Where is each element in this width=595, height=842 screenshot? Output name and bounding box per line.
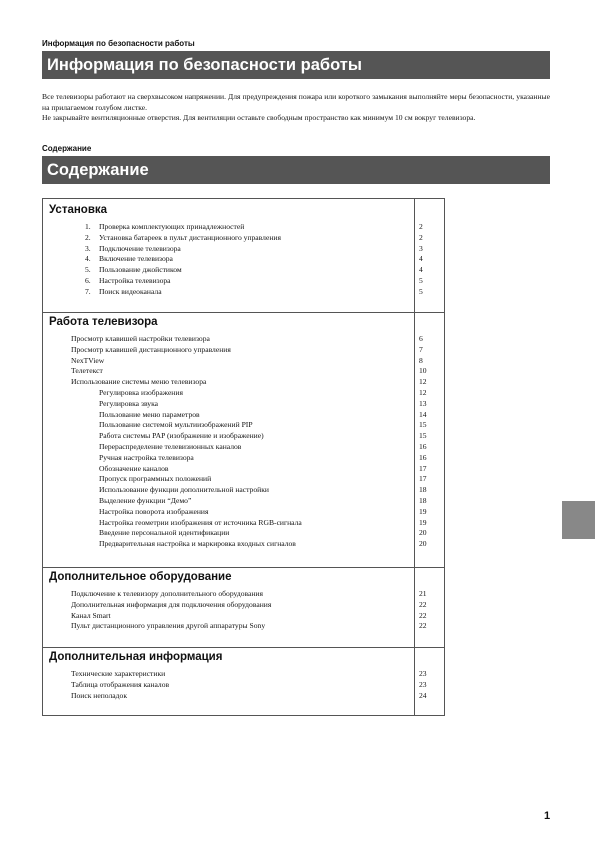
toc-entry[interactable] bbox=[43, 244, 446, 255]
toc-entry-label: Пользование системой мультиизображений PIP bbox=[99, 420, 253, 430]
toc-entry-page: 12 bbox=[419, 388, 427, 397]
toc-entry-page: 23 bbox=[419, 679, 427, 689]
toc-entry-label: Просмотр клавишей дистанционного управления bbox=[71, 344, 231, 354]
toc-entry-label: Пользование джойстиком bbox=[99, 265, 182, 275]
toc-entry[interactable] bbox=[43, 507, 446, 518]
toc-entry-label: Обозначение каналов bbox=[99, 463, 169, 473]
toc-entry[interactable] bbox=[43, 474, 446, 485]
toc-entry-label: Введение персональной идентификации bbox=[99, 528, 230, 538]
toc-entry-page: 23 bbox=[419, 669, 427, 678]
toc-entry[interactable] bbox=[43, 600, 446, 611]
toc-entry-page: 16 bbox=[419, 442, 427, 451]
safety-paragraph-1: Все телевизоры работают на сверхвысоком напряжении. Для предупреждения пожара или короткого замыкания выполняйте меры безопасности, указанные на прилагаемом голубом листке. bbox=[42, 92, 550, 112]
toc-entry[interactable] bbox=[43, 464, 446, 475]
toc-entry[interactable] bbox=[43, 528, 446, 539]
toc-entry-page: 8 bbox=[419, 355, 423, 365]
toc-entry-number: 6. bbox=[85, 276, 91, 285]
toc-entry-page: 21 bbox=[419, 589, 427, 598]
toc-entry[interactable] bbox=[43, 233, 446, 244]
toc-entry-label: Регулировка изображения bbox=[99, 388, 183, 397]
toc-entry[interactable] bbox=[43, 589, 446, 600]
safety-banner: Информация по безопасности работы bbox=[42, 51, 550, 79]
toc-entry-page: 18 bbox=[419, 485, 427, 495]
toc-section-title: Установка bbox=[49, 204, 108, 216]
toc-entry-label: Использование системы меню телевизора bbox=[71, 377, 207, 387]
toc-entry-page: 13 bbox=[419, 398, 427, 408]
toc-entry[interactable] bbox=[43, 691, 446, 702]
toc-entry[interactable] bbox=[43, 410, 446, 421]
toc-entry[interactable] bbox=[43, 265, 446, 276]
toc-entry[interactable] bbox=[43, 485, 446, 496]
toc-entry[interactable] bbox=[43, 496, 446, 507]
toc-section-title: Дополнительное оборудование bbox=[49, 571, 232, 583]
toc-entry-label: Канал Smart bbox=[71, 610, 111, 620]
contents-banner: Содержание bbox=[42, 156, 550, 184]
toc-entry-page: 15 bbox=[419, 431, 427, 441]
toc-entry[interactable] bbox=[43, 366, 446, 377]
toc-entry-label: Пользование меню параметров bbox=[99, 409, 200, 419]
toc-entry[interactable] bbox=[43, 222, 446, 233]
toc-entry-label: Поиск видеоканала bbox=[99, 286, 162, 296]
toc-entry-label: Таблица отображения каналов bbox=[71, 679, 170, 689]
toc-entry-label: Просмотр клавишей настройки телевизора bbox=[71, 334, 210, 343]
section-separator bbox=[43, 647, 444, 648]
table-of-contents bbox=[42, 198, 445, 716]
toc-entry-label: Поиск неполадок bbox=[71, 690, 128, 700]
toc-entry-page: 14 bbox=[419, 409, 427, 419]
toc-entry-label: Использование функции дополнительной настройки bbox=[99, 485, 269, 495]
toc-entry-page: 4 bbox=[419, 265, 423, 275]
toc-entry[interactable] bbox=[43, 377, 446, 388]
toc-entry-page: 2 bbox=[419, 232, 423, 242]
toc-entry-number: 3. bbox=[85, 243, 91, 253]
toc-entry-label: Перераспределение телевизионных каналов bbox=[99, 442, 242, 451]
toc-entry-label: Технические характеристики bbox=[71, 669, 166, 678]
toc-entry-page: 17 bbox=[419, 474, 427, 484]
toc-entry-label: Подключение телевизора bbox=[99, 243, 181, 253]
toc-entry-label: Проверка комплектующих принадлежностей bbox=[99, 222, 245, 231]
toc-entry-page: 20 bbox=[419, 539, 427, 549]
toc-entry[interactable] bbox=[43, 254, 446, 265]
toc-entry[interactable] bbox=[43, 442, 446, 453]
section-separator bbox=[43, 312, 444, 313]
toc-entry-label: Дополнительная информация для подключения оборудования bbox=[71, 599, 272, 609]
toc-entry-label: Телетекст bbox=[71, 366, 103, 376]
toc-entry-page: 2 bbox=[419, 222, 423, 231]
toc-entry-page: 12 bbox=[419, 377, 427, 387]
toc-entry[interactable] bbox=[43, 680, 446, 691]
toc-entry-number: 1. bbox=[85, 222, 91, 231]
toc-entry[interactable] bbox=[43, 669, 446, 680]
toc-entry-page: 17 bbox=[419, 463, 427, 473]
toc-entry-label: Настройка телевизора bbox=[99, 276, 171, 285]
toc-entry-page: 7 bbox=[419, 344, 423, 354]
toc-entry-page: 24 bbox=[419, 690, 427, 700]
contents-small-heading: Содержание bbox=[42, 144, 92, 153]
toc-entry[interactable] bbox=[43, 621, 446, 632]
toc-entry-label: Работа системы PAP (изображение и изображение) bbox=[99, 431, 264, 441]
toc-entry-number: 7. bbox=[85, 286, 91, 296]
toc-entry-label: Включение телевизора bbox=[99, 254, 173, 264]
toc-entry[interactable] bbox=[43, 388, 446, 399]
toc-entry[interactable] bbox=[43, 539, 446, 550]
section-separator bbox=[43, 567, 444, 568]
toc-entry-page: 6 bbox=[419, 334, 423, 343]
toc-section-title: Работа телевизора bbox=[49, 316, 158, 328]
toc-entry-page: 10 bbox=[419, 366, 427, 376]
toc-entry[interactable] bbox=[43, 453, 446, 464]
toc-entry-label: Пульт дистанционного управления другой аппаратуры Sony bbox=[71, 621, 266, 631]
toc-entry-page: 4 bbox=[419, 254, 423, 264]
toc-entry-label: Регулировка звука bbox=[99, 398, 159, 408]
toc-entry-page: 22 bbox=[419, 610, 427, 620]
section-tab-marker bbox=[562, 501, 595, 539]
toc-entry-number: 4. bbox=[85, 254, 91, 264]
toc-entry-label: Ручная настройка телевизора bbox=[99, 452, 194, 462]
toc-entry[interactable] bbox=[43, 287, 446, 298]
safety-text bbox=[42, 92, 550, 124]
toc-entry-page: 19 bbox=[419, 517, 427, 527]
toc-entry[interactable] bbox=[43, 431, 446, 442]
toc-entry[interactable] bbox=[43, 276, 446, 287]
toc-entry[interactable] bbox=[43, 356, 446, 367]
toc-entry-page: 16 bbox=[419, 452, 427, 462]
toc-entry[interactable] bbox=[43, 345, 446, 356]
toc-entry[interactable] bbox=[43, 420, 446, 431]
toc-entry-label: Подключение к телевизору дополнительного оборудования bbox=[71, 589, 263, 598]
toc-entry-number: 5. bbox=[85, 265, 91, 275]
toc-entry-page: 3 bbox=[419, 243, 423, 253]
toc-entry-page: 5 bbox=[419, 276, 423, 285]
toc-entry-page: 5 bbox=[419, 286, 423, 296]
toc-entry[interactable] bbox=[43, 518, 446, 529]
toc-entry-label: NexTView bbox=[71, 355, 105, 365]
toc-entry-page: 22 bbox=[419, 621, 427, 631]
toc-entry-label: Выделение функции “Демо” bbox=[99, 496, 192, 505]
toc-entry-number: 2. bbox=[85, 232, 91, 242]
toc-entry-label: Предварительная настройка и маркировка входных сигналов bbox=[99, 539, 296, 549]
safety-small-heading: Информация по безопасности работы bbox=[42, 39, 195, 48]
safety-paragraph-2: Не закрывайте вентиляционные отверстия. Для вентиляции оставьте свободным пространство как минимум 10 см вокруг телевизора. bbox=[42, 113, 476, 123]
toc-section-title: Дополнительная информация bbox=[49, 651, 223, 663]
page-number: 1 bbox=[544, 810, 551, 822]
toc-entry-page: 18 bbox=[419, 496, 427, 505]
toc-entry-label: Пропуск программных положений bbox=[99, 474, 212, 484]
toc-entry-page: 22 bbox=[419, 599, 427, 609]
toc-entry-label: Настройка геометрии изображения от источника RGB-сигнала bbox=[99, 517, 302, 527]
toc-entry[interactable] bbox=[43, 334, 446, 345]
toc-entry-page: 19 bbox=[419, 506, 427, 516]
toc-entry[interactable] bbox=[43, 399, 446, 410]
toc-entry[interactable] bbox=[43, 611, 446, 622]
toc-entry-label: Настройка поворота изображения bbox=[99, 506, 209, 516]
toc-entry-page: 20 bbox=[419, 528, 427, 538]
toc-entry-label: Установка батареек в пульт дистанционного управления bbox=[99, 232, 281, 242]
toc-entry-page: 15 bbox=[419, 420, 427, 430]
